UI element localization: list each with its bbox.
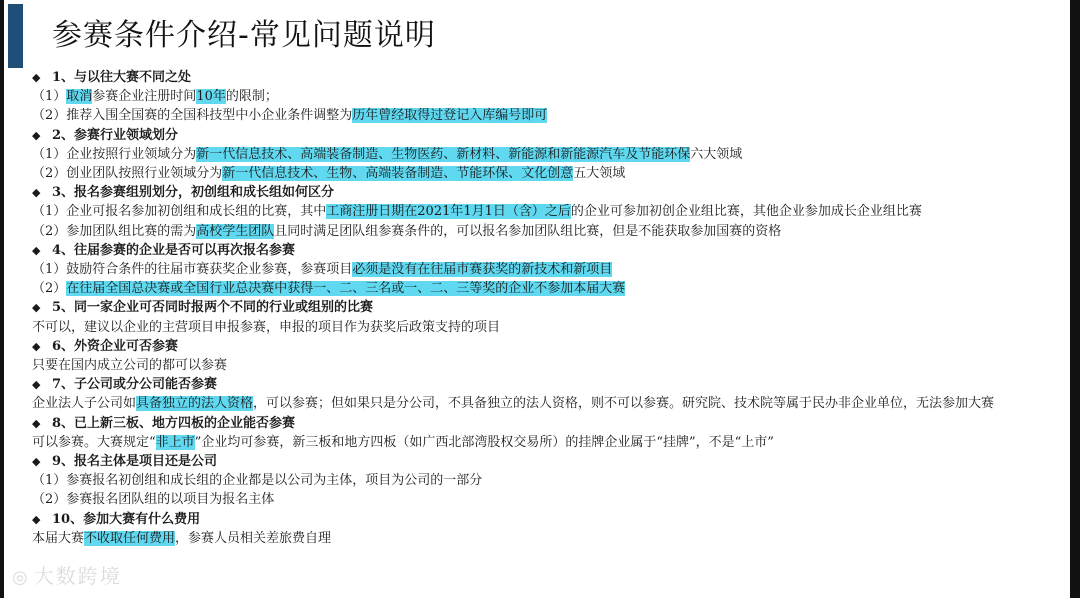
diamond-bullet-icon: ◆	[32, 71, 41, 84]
text-segment: 五大领域	[573, 166, 626, 182]
text-segment: 且同时满足团队组参赛条件的，可以报名参加团队组比赛，但是不能获取参加国赛的资格	[274, 223, 782, 239]
text-segment: 4、往届参赛的企业是否可以再次报名参赛	[52, 242, 296, 258]
highlighted-text: 具备独立的法人资格	[136, 396, 254, 412]
text-segment: 本届大赛	[32, 530, 85, 546]
text-segment: 企业法人子公司如	[32, 396, 137, 412]
faq-answer-line	[32, 318, 1068, 337]
slide	[4, 0, 1070, 598]
faq-question-heading	[32, 298, 1068, 317]
text-segment: （1）鼓励符合条件的往届市赛获奖企业参赛，参赛项目	[32, 262, 353, 278]
faq-answer-line	[32, 222, 1068, 241]
diamond-bullet-icon: ◆	[32, 339, 41, 353]
faq-answer-line	[32, 471, 1068, 490]
diamond-bullet-icon: ◆	[32, 243, 41, 257]
text-segment: 的限制；	[225, 89, 278, 105]
faq-question-heading	[32, 183, 1068, 202]
highlighted-text: 历年曾经取得过登记入库编号即可	[352, 108, 548, 124]
faq-question-heading	[32, 241, 1068, 260]
weibo-icon: ◎	[12, 567, 30, 588]
faq-content	[32, 68, 1068, 548]
text-segment: （1）企业可报名参加初创组和成长组的比赛，其中	[32, 204, 327, 220]
text-segment: 5、同一家企业可否同时报两个不同的行业或组别的比赛	[52, 300, 374, 316]
faq-answer-line	[32, 433, 1068, 452]
text-segment: ”企业均可参赛，新三板和地方四板（如广西北部湾股权交易所）的挂牌企业属于“挂牌”，不是“上市”	[194, 434, 774, 450]
text-segment: 9、报名主体是项目还是公司	[52, 454, 218, 470]
highlighted-text: 必须是没有在往届市赛获奖的新技术和新项目	[352, 262, 613, 278]
faq-answer-line	[32, 260, 1068, 279]
title-accent-bar	[8, 4, 23, 68]
faq-answer-line	[32, 164, 1068, 183]
slide-title: 参赛条件介绍-常见问题说明	[52, 18, 436, 53]
text-segment: 不可以，建议以企业的主营项目申报参赛，申报的项目作为获奖后政策支持的项目	[32, 319, 501, 335]
text-segment: 6、外资企业可否参赛	[52, 338, 179, 354]
faq-answer-line	[32, 394, 1068, 413]
diamond-bullet-icon: ◆	[32, 186, 41, 200]
faq-answer-line	[32, 87, 1068, 106]
highlighted-text: 不收取任何费用	[84, 530, 176, 546]
highlighted-text: 工商注册日期在2021年1月1日（含）之后	[326, 204, 571, 220]
faq-question-heading	[32, 375, 1068, 394]
faq-answer-line	[32, 529, 1068, 548]
text-segment: 10、参加大赛有什么费用	[52, 511, 201, 527]
text-segment: （2）	[32, 281, 67, 297]
diamond-bullet-icon: ◆	[32, 128, 41, 142]
diamond-bullet-icon: ◆	[32, 416, 41, 430]
faq-question-heading	[32, 68, 1068, 87]
diamond-bullet-icon: ◆	[32, 455, 41, 469]
text-segment: 3、报名参赛组别划分，初创组和成长组如何区分	[52, 185, 335, 201]
highlighted-text: 非上市	[155, 434, 195, 450]
faq-answer-line	[32, 490, 1068, 509]
text-segment: 7、子公司或分公司能否参赛	[52, 377, 218, 393]
diamond-bullet-icon: ◆	[32, 378, 41, 392]
diamond-bullet-icon: ◆	[32, 301, 41, 315]
text-segment: （1）企业按照行业领域分为	[32, 146, 197, 162]
faq-question-heading	[32, 510, 1068, 529]
faq-question-heading	[32, 414, 1068, 433]
text-segment: 参赛企业注册时间	[92, 89, 197, 105]
highlighted-text: 取消	[66, 89, 93, 105]
text-segment: （2）推荐入围全国赛的全国科技型中小企业条件调整为	[32, 108, 353, 124]
text-segment: （2）参加团队组比赛的需为	[32, 223, 197, 239]
text-segment: 1、与以往大赛不同之处	[52, 70, 192, 85]
text-segment: 六大领域	[690, 146, 743, 162]
faq-question-heading	[32, 126, 1068, 145]
text-segment: （2）参赛报名团队组的以项目为报名主体	[32, 492, 275, 508]
text-segment: ，参赛人员相关差旅费自理	[175, 530, 332, 546]
watermark	[12, 560, 122, 589]
faq-question-heading	[32, 452, 1068, 471]
diamond-bullet-icon: ◆	[32, 512, 41, 526]
highlighted-text: 新一代信息技术、生物、高端装备制造、节能环保、文化创意	[222, 166, 574, 182]
highlighted-text: 高校学生团队	[196, 223, 275, 239]
text-segment: （1）	[32, 89, 67, 105]
text-segment: （1）参赛报名初创组和成长组的企业都是以公司为主体，项目为公司的一部分	[32, 473, 483, 489]
highlighted-text: 在往届全国总决赛或全国行业总决赛中获得一、二、三名或一、二、三等奖的企业不参加本届大赛	[66, 281, 626, 297]
faq-question-heading	[32, 337, 1068, 356]
text-segment: 2、参赛行业领域划分	[52, 127, 179, 143]
text-segment: 可以参赛。大赛规定“	[32, 434, 156, 450]
text-segment: （2）创业团队按照行业领域分为	[32, 166, 223, 182]
watermark-text: 大数跨境	[33, 564, 122, 588]
faq-answer-line	[32, 356, 1068, 375]
text-segment: 8、已上新三板、地方四板的企业能否参赛	[52, 415, 296, 431]
text-segment: ，可以参赛；但如果只是分公司，不具备独立的法人资格，则不可以参赛。研究院、技术院等属于民办非企业单位，无法参加大赛	[253, 396, 995, 412]
faq-answer-line	[32, 106, 1068, 125]
faq-answer-line	[32, 279, 1068, 298]
text-segment: 只要在国内成立公司的都可以参赛	[32, 358, 228, 374]
highlighted-text: 10年	[196, 89, 226, 105]
highlighted-text: 新一代信息技术、高端装备制造、生物医药、新材料、新能源和新能源汽车及节能环保	[196, 146, 691, 162]
faq-answer-line	[32, 145, 1068, 164]
text-segment: 的企业可参加初创企业组比赛，其他企业参加成长企业组比赛	[570, 204, 922, 220]
faq-answer-line	[32, 202, 1068, 221]
